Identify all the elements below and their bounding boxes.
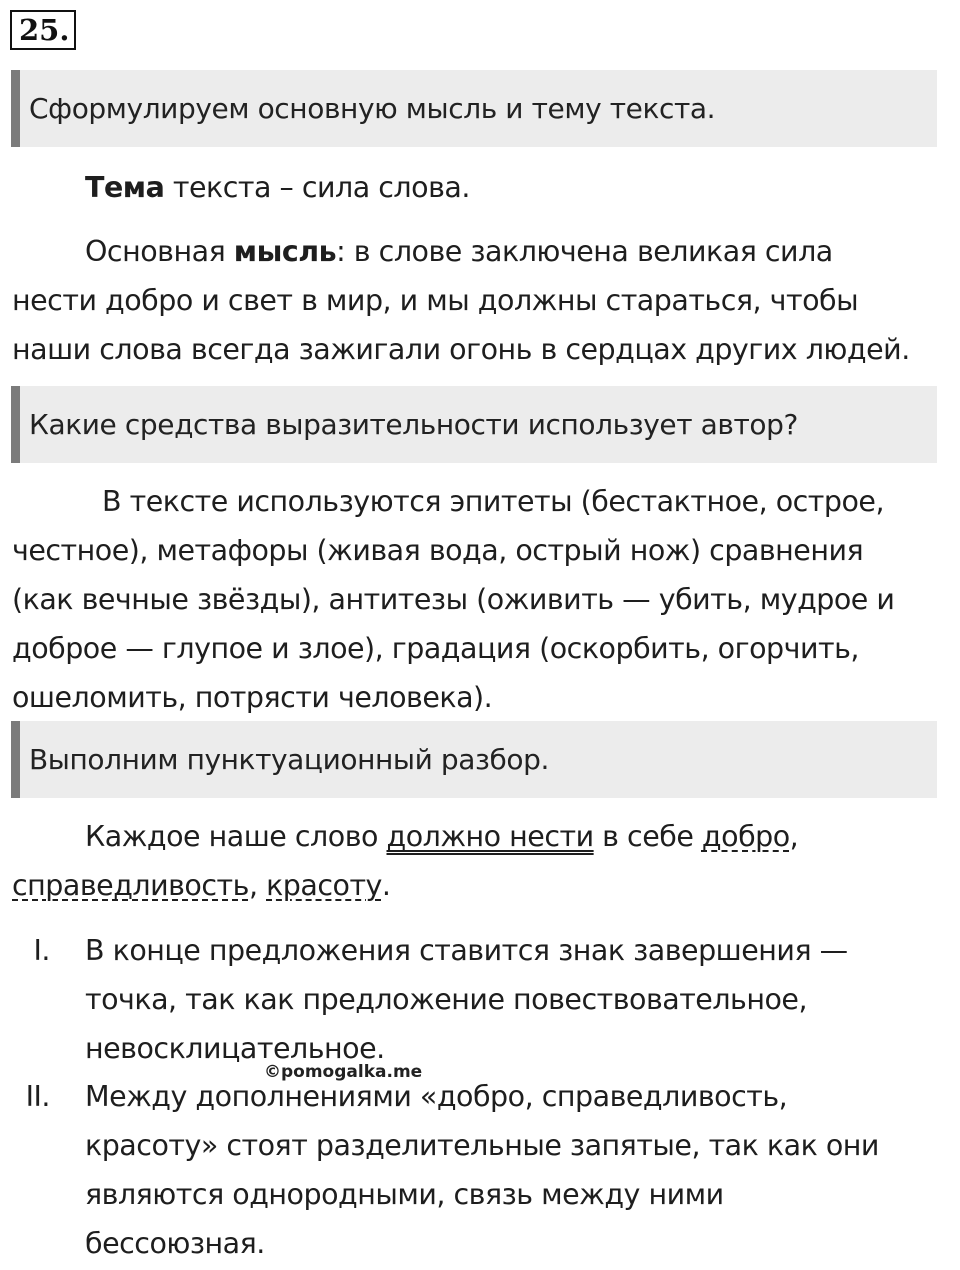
sentence-object-1: добро: [701, 820, 790, 853]
sentence-object-2: справедливость: [12, 869, 249, 902]
theme-paragraph: [12, 163, 942, 212]
idea-paragraph: [12, 227, 942, 374]
sentence-dot: .: [381, 869, 391, 902]
question-bar-3: [11, 721, 937, 798]
watermark: ©pomogalka.me: [264, 1062, 423, 1082]
sentence-part-1: Каждое наше слово: [85, 820, 387, 853]
sentence-part-2: в себе: [593, 820, 702, 853]
list-line: В конце предложения ставится знак завершения —: [85, 934, 848, 967]
means-text-1: В тексте используются эпитеты (бестактное, острое,: [102, 485, 885, 518]
question-2-text: Какие средства выразительности использует автор?: [29, 408, 798, 441]
idea-text-2: нести добро и свет в мир, и мы должны стараться, чтобы: [12, 284, 859, 317]
question-1-text: Сформулируем основную мысль и тему текста.: [29, 92, 716, 125]
question-3-text: Выполним пунктуационный разбор.: [29, 743, 550, 776]
idea-text-1: : в слове заключена великая сила: [336, 235, 833, 268]
means-text-2: честное), метафоры (живая вода, острый нож) сравнения: [12, 534, 864, 567]
sentence-comma-2: ,: [248, 869, 267, 902]
sentence-comma-1: ,: [789, 820, 799, 853]
means-text-4: доброе — глупое и злое), градация (оскорбить, огорчить,: [12, 632, 859, 665]
means-paragraph: [12, 477, 942, 722]
list-line: являются однородными, связь между ними: [85, 1178, 724, 1211]
means-text-3: (как вечные звёзды), антитезы (оживить — убить, мудрое и: [12, 583, 895, 616]
question-bar-1: [11, 70, 937, 147]
list-line: Между дополнениями «добро, справедливость,: [85, 1080, 788, 1113]
means-text-5: ошеломить, потрясти человека).: [12, 681, 493, 714]
idea-text-3: наши слова всегда зажигали огонь в сердцах других людей.: [12, 333, 910, 366]
list-number: I.: [33, 934, 50, 967]
idea-label: мысль: [233, 235, 337, 268]
list-line: невосклицательное.: [85, 1032, 385, 1065]
question-bar-2: [11, 386, 937, 463]
list-line: бессоюзная.: [85, 1227, 265, 1260]
idea-prefix: Основная: [85, 235, 234, 268]
sentence-predicate: должно нести: [386, 820, 594, 853]
theme-label: Тема: [85, 171, 165, 204]
list-line: точка, так как предложение повествовательное,: [85, 983, 808, 1016]
list-number: II.: [25, 1080, 50, 1113]
sentence-object-3: красоту: [266, 869, 382, 902]
theme-text: текста – сила слова.: [164, 171, 470, 204]
analysis-sentence: [12, 812, 942, 910]
list-line: красоту» стоят разделительные запятые, так как они: [85, 1129, 879, 1162]
task-number: 25.: [10, 10, 76, 50]
